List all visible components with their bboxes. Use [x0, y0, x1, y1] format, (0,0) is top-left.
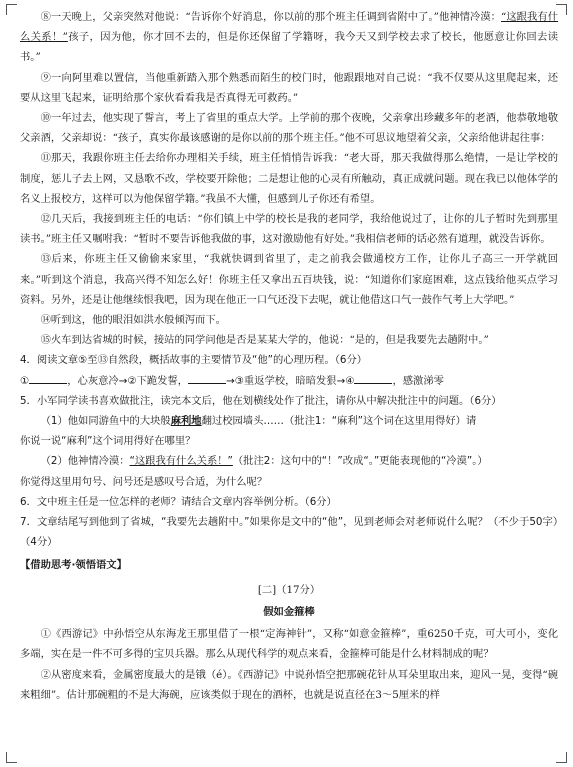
answer-blank-1[interactable] — [29, 371, 67, 384]
questions-block — [20, 350, 558, 552]
article-title: 假如金箍棒 — [263, 605, 315, 618]
question-4: 4．阅读文章⑤至⑬自然段，概括故事的主要情节及“他”的心理历程。（6分） — [20, 354, 368, 367]
article-paragraph-1: ①《西游记》中孙悟空从东海龙王那里借了一根“定海神针”，又称“如意金箍棒”，重6250千克，可大可小，变化多端，实在是一件不可多得的宝贝兵器。那么从现代科学的观点来看，金箍棒可能是什么材料制成的呢？ — [20, 628, 558, 661]
paragraph-13: ⑬后来，你班主任又偷偷来家里，“我就快调到省里了，走之前我会做通校方工作，让你儿子高三一开学就回来。”听到这个消息，我高兴得不知怎么好！你班主任又拿出五百块钱，说：“知道你们家庭困难，这点钱给他买点学习资料。另外，还是让他继续恨我吧，因为现在他正一口气还没下去呢，就让他借这口气一鼓作气考上大学吧。” — [20, 253, 558, 306]
question-4-answer-line: ① ，心灰意冷→②下跪发誓， →③重返学校，暗暗发狠→④ ，感激涕零 — [20, 371, 558, 391]
article-paragraph-2: ②从密度来看，金属密度最大的是锇（é）。《西游记》中说孙悟空把那碗花针从耳朵里取出来，迎风一晃，变得“碗来粗细”。估计那碗粗的不是大海碗，应该类似于现在的酒杯，也就是说直径在3～5厘米的样 — [20, 668, 558, 701]
question-5-part-2: （2）他神情冷漠：“这跟我有什么关系！”（批注2：这句中的“！”改成“。”更能表现他的“冷漠”。） — [40, 455, 488, 468]
paragraph-11: ⑪那天，我跟你班主任去给你办理相关手续，班主任悄悄告诉我：“老大哥，那天我做得那么绝情，一是让学校的制度，惩儿子去上网，又恳歌不改，学校要开除他；二是想让他的心灵有所触动，真正成就问题。现在我已以他体学的名义上报校方，这样可以为他保留学籍。”我虽不大懂，但感到儿子你还有希望。 — [20, 152, 558, 205]
paragraph-8: ⑧一天晚上，父亲突然对他说：“告诉你个好消息，你以前的那个班主任调到省附中了。”他神情冷漠：“这跟我有什么关系！”孩子，因为他，你才回不去的，但是你还保留了学籍呀，我今天又到学校去求了校长，他愿意让你回去读书。” — [20, 11, 559, 64]
question-5-part-2-ask: 你觉得这里用句号、问号还是感叹号合适，为什么呢？ — [20, 475, 268, 488]
question-5-part-1: （1）他如同游鱼中的大块般麻利地翻过校园墙头……（批注1：“麻利”这个词在这里用得好）请 — [40, 415, 477, 428]
crop-mark-top-left — [6, 4, 17, 15]
underlined-quote: “这跟我有什么关系！” — [129, 455, 233, 468]
question-5: 5．小军同学读书喜欢做批注，读完本文后，他在划横线处作了批注，请你从中解决批注中的问题。（6分） — [20, 394, 502, 407]
paragraph-12: ⑫几天后，我接到班主任的电话：“你们镇上中学的校长是我的老同学，我给他说过了，让你的儿子暂时先到那里读书。”班主任又嘱咐我：“暂时不要告诉他我做的事，这对激励他有好处。”我相信老师的话必然有道理，就没告诉你。 — [20, 213, 558, 246]
paragraph-9: ⑨一向阿里难以置信，当他重新踏入那个熟悉而陌生的校门时，他跟跟地对自己说：“我不仅要从这里爬起来，还要从这里飞起来，证明给那个家伙看看我是否真得无可救药。” — [20, 71, 558, 104]
crop-mark-bottom-left — [6, 752, 17, 763]
paragraph-14: ⑭听到这，他的眼泪如洪水般倾泻而下。 — [40, 314, 226, 327]
section-heading: 【借助思考·领悟语文】 — [20, 559, 127, 572]
part-label: [二]（17分） — [257, 583, 321, 596]
question-7: 7．文章结尾写到他到了省城，“我要先去趟附中。”如果你是文中的“他”，见到老师会对老师说什么呢？（不少于50字）（4分） — [20, 516, 558, 549]
underlined-word: 麻利地 — [170, 415, 202, 428]
question-5-part-1-ask: 你说一说“麻利”这个词用得好在哪里？ — [20, 435, 196, 448]
underlined-quote: “这跟我有什么关系！” — [20, 11, 558, 44]
page-content — [20, 7, 558, 705]
question-6: 6．文中班主任是一位怎样的老师？请结合文章内容举例分析。（6分） — [20, 495, 337, 508]
paragraph-15: ⑮火车到达省城的时候，接站的同学问他是否是某某大学的，他说：“是的，但是我要先去趟附中。” — [40, 334, 489, 347]
crop-mark-bottom-right — [556, 752, 567, 763]
paragraph-10: ⑩一年过去，他实现了誓言，考上了省里的重点大学。上学前的那个夜晚，父亲拿出珍藏多年的老酒，他恭敬地敬父亲酒，父亲却说：“孩子，真实你最该感谢的是你以前的那个班主任。”他不可思议地望着父亲，父亲给他讲起往事： — [20, 112, 558, 145]
answer-blank-2[interactable] — [188, 371, 226, 384]
answer-blank-3[interactable] — [354, 371, 392, 384]
